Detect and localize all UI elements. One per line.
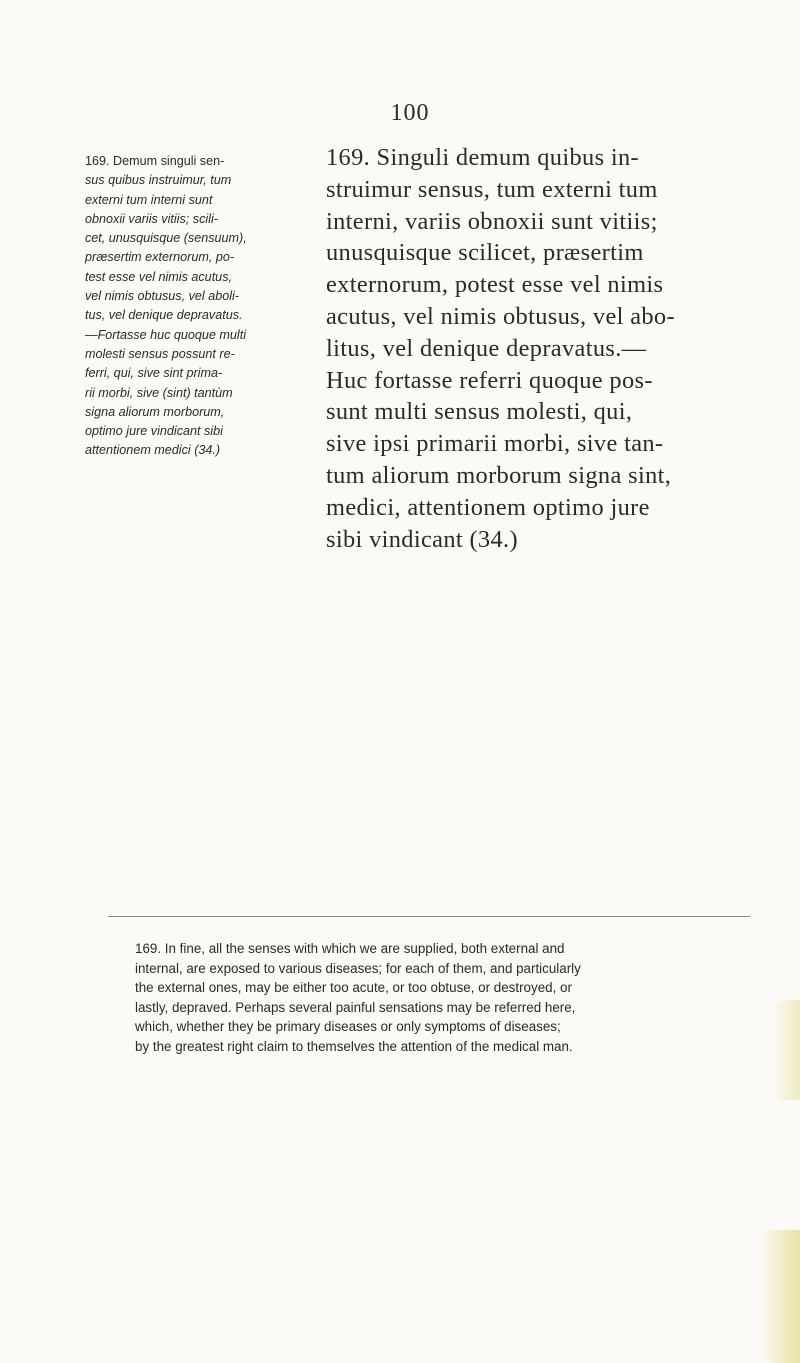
translation-line: internal, are exposed to various diseases; for each of them, and particularly (135, 960, 581, 976)
translation-line: the external ones, may be either too acute, or too obtuse, or destroyed, or (135, 980, 572, 996)
side-note-line: præsertim externorum, po- (85, 250, 235, 265)
side-note-line: signa aliorum morborum, (85, 404, 225, 419)
main-text-line: sive ipsi primarii morbi, sive tan- (326, 430, 664, 458)
side-note-line: test esse vel nimis acutus, (85, 269, 232, 284)
side-note-line: vel nimis obtusus, vel aboli- (85, 289, 239, 304)
translation-line: by the greatest right claim to themselves the attention of the medical man. (135, 1038, 573, 1054)
latin-main-paragraph (326, 142, 736, 555)
main-text-line: sibi vindicant (34.) (326, 525, 518, 553)
main-text-line: interni, variis obnoxii sunt vitiis; (326, 207, 658, 235)
main-text-line: medici, attentionem optimo jure (326, 493, 650, 521)
side-note-line: optimo jure vindicant sibi (85, 424, 223, 439)
latin-marginal-note (85, 152, 325, 461)
side-note-line: externi tum interni sunt (85, 192, 213, 207)
main-text-line: acutus, vel nimis obtusus, vel abo- (326, 302, 675, 330)
translation-line: 169. In fine, all the senses with which we are supplied, both external and (135, 941, 565, 956)
side-note-line: attentionem medici (34.) (85, 443, 221, 458)
side-note-line: cet, unusquisque (sensuum), (85, 231, 247, 246)
main-text-line: litus, vel denique depravatus.— (326, 334, 647, 362)
english-translation-footnote (135, 939, 755, 1057)
main-text-line: struimur sensus, tum externi tum (326, 175, 658, 203)
side-note-line: rii morbi, sive (sint) tantùm (85, 385, 233, 400)
side-note-line: 169. Demum singuli sen- (85, 154, 225, 168)
main-text-line: sunt multi sensus molesti, qui, (326, 398, 633, 426)
side-note-line: ferri, qui, sive sint prima- (85, 366, 223, 381)
main-text-line: externorum, potest esse vel nimis (326, 271, 664, 299)
side-note-line: sus quibus instruimur, tum (85, 173, 232, 188)
main-text-line: tum aliorum morborum signa sint, (326, 461, 672, 489)
side-note-line: —Fortasse huc quoque multi (85, 327, 247, 342)
side-note-line: obnoxii variis vitiis; scili- (85, 211, 218, 226)
section-divider (108, 916, 750, 917)
translation-line: lastly, depraved. Perhaps several painful sensations may be referred here, (135, 999, 576, 1015)
main-text-line: 169. Singuli demum quibus in- (326, 144, 640, 171)
translation-line: which, whether they be primary diseases or only symptoms of diseases; (135, 1019, 561, 1035)
main-text-line: Huc fortasse referri quoque pos- (326, 366, 653, 394)
page-number: 100 (390, 100, 430, 126)
side-note-line: tus, vel denique depravatus. (85, 308, 243, 323)
side-note-line: molesti sensus possunt re- (85, 346, 235, 361)
paper-stain (772, 1000, 800, 1100)
main-text-line: unusquisque scilicet, præsertim (326, 239, 644, 267)
paper-stain (760, 1230, 800, 1363)
